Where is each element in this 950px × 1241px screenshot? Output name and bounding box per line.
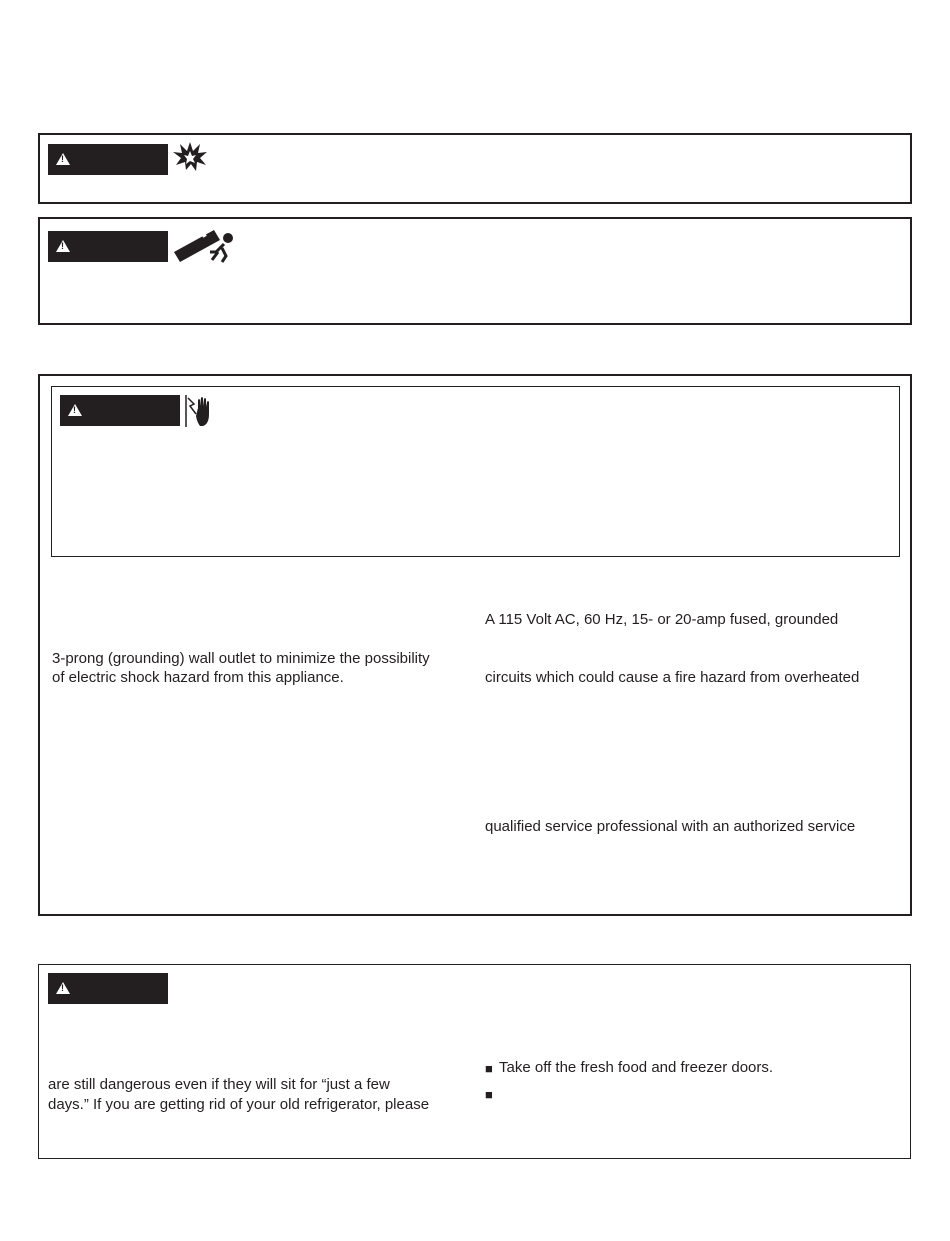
tip-over-icon xyxy=(172,226,236,264)
disposal-bullet-1: Take off the fresh food and freezer doors. xyxy=(499,1059,774,1076)
tip-over-warning-box xyxy=(38,217,912,325)
warning-triangle-icon xyxy=(68,404,82,416)
warning-signal-badge xyxy=(48,144,168,175)
electrical-left-line-1: 3-prong (grounding) wall outlet to minimize the possibility xyxy=(52,650,430,667)
bullet-icon: ■ xyxy=(485,1061,493,1076)
warning-signal-badge xyxy=(48,231,168,262)
electrical-right-line-3: qualified service professional with an authorized service xyxy=(485,818,856,835)
warning-triangle-icon xyxy=(56,153,70,165)
electrical-right-line-1: A 115 Volt AC, 60 Hz, 15- or 20-amp fused, grounded xyxy=(485,611,839,628)
warning-triangle-icon xyxy=(56,982,70,994)
warning-signal-badge xyxy=(48,973,168,1004)
electrical-shock-icon xyxy=(184,394,218,428)
disposal-section-box xyxy=(38,964,911,1159)
explosion-warning-box xyxy=(38,133,912,204)
warning-signal-badge xyxy=(60,395,180,426)
disposal-left-line-2: days.” If you are getting rid of your old refrigerator, please xyxy=(48,1096,430,1113)
electrical-left-line-2: of electric shock hazard from this appliance. xyxy=(52,669,344,686)
electrical-right-line-2: circuits which could cause a fire hazard from overheated xyxy=(485,669,860,686)
warning-triangle-icon xyxy=(56,240,70,252)
explosion-icon xyxy=(172,140,208,172)
disposal-left-line-1: are still dangerous even if they will sit for “just a few xyxy=(48,1076,390,1093)
bullet-icon: ■ xyxy=(485,1087,493,1102)
